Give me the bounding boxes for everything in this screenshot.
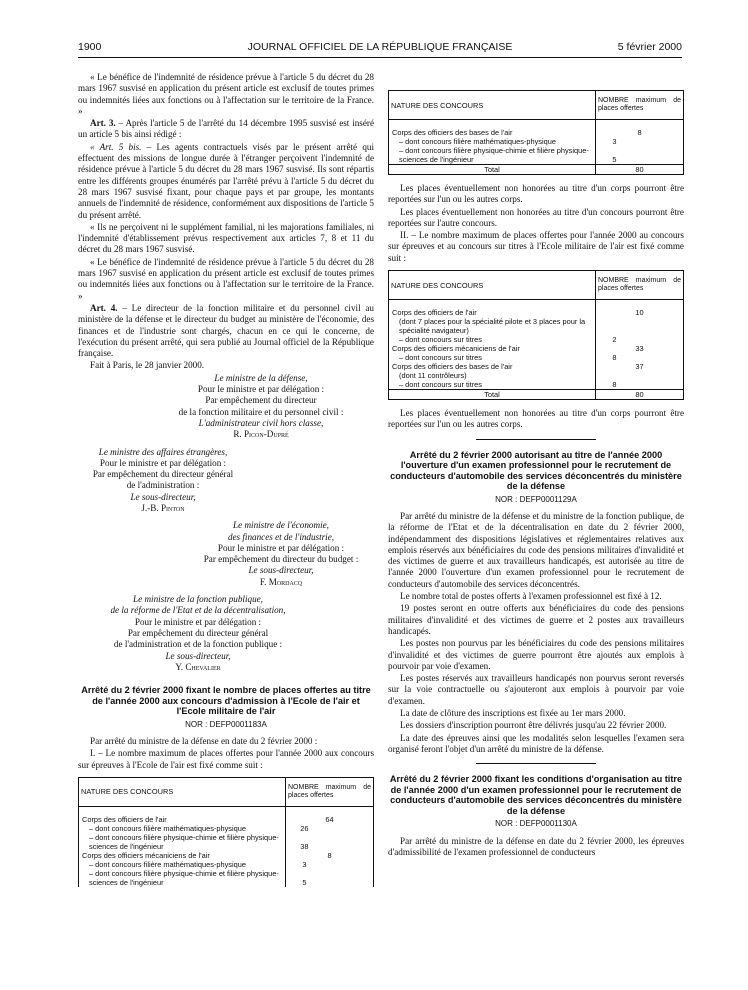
table-row: Corps des officiers mécaniciens de l'air 33	[389, 344, 684, 353]
paragraph: « Le bénéfice de l'indemnité de résidence prévue à l'article 5 du décret du 28 mars 1967 susvisé en application du présent article est exclusif de toutes primes ou indemnités liées aux fonctions ou à l'affectation sur le territoire de la France. »	[78, 256, 374, 301]
paragraph: Les postes non pourvus par les bénéficiaires du code des pensions militaires d'invalidité et des victimes de guerre pourront être ajoutés aux emplois à pourvoir par voie d'examen.	[388, 638, 684, 671]
paragraph: « Le bénéfice de l'indemnité de résidence prévue à l'article 5 du décret du 28 mars 1967 susvisé en application du présent article est exclusif de toutes primes ou indemnités liées aux fonctions ou à l'affectation sur le territoire de la France. »	[78, 72, 374, 116]
separator-rule	[476, 763, 596, 764]
table-row: Corps des officiers de l'air 64	[79, 815, 374, 824]
paragraph: La date de clôture des inscriptions est fixée au 1er mars 2000.	[400, 708, 626, 719]
signature-affaires-etrangeres: Le ministre des affaires étrangères, Pour le ministre et par délégation : Par empêchement du directeur général de l'administration : Le sous-directeur, J.-B. Pinton	[92, 446, 234, 513]
paragraph: « Ils ne perçoivent ni le supplément familial, ni les majorations familiales, ni l'indemnité d'établissement prévus respectivement aux articles 7, 8 et 11 du décret du 28 mars 1967 susvisé.	[78, 221, 374, 255]
issue-date: 5 février 2000	[617, 41, 682, 53]
table-row: (dont 7 places pour la spécialité pilote et 3 places pour la spécialité navigateur)	[389, 317, 684, 335]
signature-economie: Le ministre de l'économie, des finances et de l'industrie, Pour le ministre et par délégation : Par empêchement du directeur du budget : Le sous-directeur, F. Mordacq	[203, 520, 359, 587]
col-header-nombre: NOMBRE maximum de places offertes	[596, 91, 684, 120]
paragraph: Par arrêté du ministre de la défense en date du 2 février 2000, les épreuves d'admissibilité de l'examen professionnel de conducteurs	[388, 835, 684, 857]
article-4: Art. 4. – Le directeur de la fonction militaire et du personnel civil au ministère de la défense et le directeur du budget au ministère de l'économie, des finances et de l'industrie sont chargés, chacun en ce qui le concerne, de l'exécution du présent arrêté, qui sera publié au Journal officiel de la République française.	[78, 302, 374, 359]
table-ecole-militaire-air	[388, 270, 684, 400]
article-5bis: « Art. 5 bis. – Les agents contractuels visés par le présent arrêté qui effectuent des missions de longue durée à l'étranger perçoivent l'indemnité de résidence prévue à l'article 5 du décret du 28 mars 1967 susvisé. Ils sont répartis entre les différents groupes énumérés par l'arrêté prévu à l'article 5 du décret du 28 mars 1967 susvisé fixant, pour chaque pays et par groupe, les montants annuels de l'indemnité de résidence, conformément aux dispositions de l'article 5 du présent arrêté.	[78, 141, 374, 220]
decree-title-examen-conditions: Arrêté du 2 février 2000 fixant les conditions d'organisation au titre de l'année 2000 d'un examen professionnel pour le recrutement de conducteurs d'automobile des services déconcentrés du ministère de la défense	[389, 774, 683, 816]
page-header	[78, 41, 682, 57]
table-total-row: Total 80	[389, 165, 684, 175]
paragraph: La date des épreuves ainsi que les modalités selon lesquelles l'examen sera organisé feront l'objet d'un arrêté du ministre de la défense.	[388, 732, 684, 754]
col-header-nature: NATURE DES CONCOURS	[389, 91, 596, 120]
table-row: – dont concours filière physique-chimie et filière physique-sciences de l'ingénieur 5	[79, 869, 374, 887]
decree-title-examen-ouverture: Arrêté du 2 février 2000 autorisant au titre de l'année 2000 l'ouverture d'un examen professionnel pour le recrutement de conducteurs d'automobile des services déconcentrés du ministère de la défense	[390, 449, 682, 492]
table-row: – dont concours sur titres 8	[389, 380, 684, 390]
signature-fonction-publique: Le ministre de la fonction publique, de la réforme de l'Etat et de la décentralisation, Pour le ministre et par délégation : Par empêchement du directeur général de l'administration et de la fonction publique : Le sous-directeur, Y. Chevalier	[110, 594, 286, 672]
nor-reference: NOR : DEFP0001130A	[495, 819, 577, 829]
signature-defense: Le ministre de la défense, Pour le ministre et par délégation : Par empêchement du directeur de la fonction militaire et du personnel civil : L'administrateur civil hors classe, R. Picon-Dupré	[178, 372, 344, 440]
nor-reference: NOR : DEFP0001129A	[495, 494, 577, 504]
table-row: Corps des officiers des bases de l'air 8	[389, 128, 684, 137]
table1-body	[79, 806, 374, 887]
col-header-nature: NATURE DES CONCOURS	[389, 271, 596, 300]
table-ecole-air	[78, 777, 374, 887]
paragraph: Les dossiers d'inscription pourront être délivrés jusqu'au 22 février 2000.	[400, 720, 667, 731]
table-row: Corps des officiers des bases de l'air 37	[389, 362, 684, 371]
table-row: – dont concours sur titres 2	[389, 335, 684, 344]
col-header-nature: NATURE DES CONCOURS	[79, 777, 286, 806]
table-row: – dont concours filière mathématiques-physique 26	[79, 824, 374, 833]
paragraph: 19 postes seront en outre offerts aux bénéficiaires du code des pensions militaires d'invalidité et des victimes de guerre et 2 postes aux travailleurs handicapés.	[388, 603, 684, 636]
paragraph: Les places éventuellement non honorées au titre d'un corps pourront être reportées sur l'un ou les autres corps.	[388, 408, 684, 430]
page-number: 1900	[78, 41, 102, 53]
table-total-row: Total 80	[389, 390, 684, 400]
table-ecole-air-continued	[388, 90, 684, 175]
table-row: – dont concours filière physique-chimie et filière physique-sciences de l'ingénieur 5	[389, 146, 684, 165]
table-row: – dont concours filière mathématiques-physique 3	[389, 137, 684, 146]
table-row: Corps des officiers mécaniciens de l'air 8	[79, 851, 374, 860]
decree-title-ecole-air: Arrêté du 2 février 2000 fixant le nombre de places offertes au titre de l'année 2000 aux concours d'admission à l'Ecole de l'air et l'Ecole militaire de l'air	[81, 685, 371, 717]
separator-rule	[476, 439, 596, 440]
paragraph: Par arrêté du ministre de la défense et du ministre de la fonction publique, de la réforme de l'Etat et de la décentralisation en date du 2 février 2000, indépendamment des dispositions législatives et réglementaires relatives aux emplois réservés aux bénéficiaires du code des pensions militaires d'invalidité et des victimes de guerre et aux travailleurs handicapés, est autorisée au titre de l'année 2000 l'ouverture d'un examen professionnel pour le recrutement de conducteurs d'automobile des services déconcentrés.	[388, 510, 684, 589]
col-header-nombre: NOMBRE maximum de places offertes	[286, 777, 374, 806]
journal-title: JOURNAL OFFICIEL DE LA RÉPUBLIQUE FRANÇAISE	[247, 41, 513, 53]
table-row: – dont concours filière physique-chimie et filière physique-sciences de l'ingénieur 38	[79, 833, 374, 851]
nor-reference: NOR : DEFP0001183A	[185, 719, 267, 729]
paragraph: Les postes réservés aux travailleurs handicapés non pourvus seront reversés sur la voie contractuelle ou s'ajouteront aux emplois à pourvoir par voie d'examen.	[388, 673, 684, 706]
table-row: Corps des officiers de l'air 10	[389, 308, 684, 317]
paragraph: Par arrêté du ministre de la défense en date du 2 février 2000 :	[90, 735, 318, 746]
table-row: (dont 11 contrôleurs)	[389, 371, 684, 380]
paragraph: II. – Le nombre maximum de places offertes pour l'année 2000 au concours sur épreuves et au concours sur titres à l'Ecole militaire de l'air est fixé comme suit :	[388, 230, 684, 263]
table-row: – dont concours filière mathématiques-physique 3	[79, 860, 374, 869]
fait-a-paris: Fait à Paris, le 28 janvier 2000.	[90, 360, 205, 371]
col-header-nombre: NOMBRE maximum de places offertes	[596, 271, 684, 300]
paragraph: Les places éventuellement non honorées au titre d'un corps pourront être reportées sur l'un ou les autres corps.	[388, 183, 684, 205]
table-row: – dont concours sur titres 8	[389, 353, 684, 362]
article-3: Art. 3. – Après l'article 5 de l'arrêté du 14 décembre 1995 susvisé est inséré un article 5 bis ainsi rédigé :	[78, 118, 374, 140]
right-column	[388, 90, 684, 859]
header-rule	[78, 57, 682, 58]
paragraph: Le nombre total de postes offerts à l'examen professionnel est fixé à 12.	[400, 591, 662, 602]
left-column	[78, 72, 374, 895]
paragraph: I. – Le nombre maximum de places offertes pour l'année 2000 aux concours sur épreuves à l'Ecole de l'air est fixé comme suit :	[78, 748, 374, 770]
paragraph: Les places éventuellement non honorées au titre d'un concours pourront être reportées sur l'autre concours.	[388, 206, 684, 228]
